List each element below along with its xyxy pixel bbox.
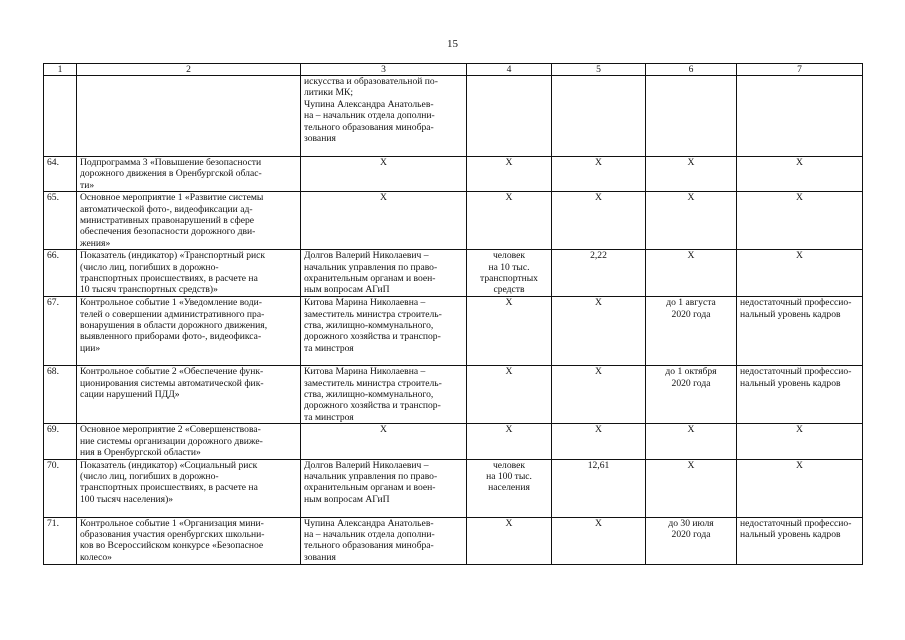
item-name-cell: Контрольное событие 2 «Обеспечение функ- ционирования системы автоматической фик- сации нарушений ПДД»	[77, 366, 301, 424]
value-cell: X	[552, 297, 646, 366]
responsible-cell: Чупина Александра Анатольев- на – начальник отдела дополни- тельного образования минобра- зования	[301, 517, 467, 564]
row-number-cell: 66.	[44, 250, 77, 297]
header-cell: 6	[646, 64, 737, 76]
unit-cell: X	[467, 366, 552, 424]
table-row	[44, 424, 863, 459]
item-name-cell: Контрольное событие 1 «Организация мини- образования участия оренбургских школьни- ков во Всероссийском конкурсе «Безопасное колесо»	[77, 517, 301, 564]
header-cell: 3	[301, 64, 467, 76]
unit-cell: X	[467, 297, 552, 366]
deadline-cell	[646, 76, 737, 157]
table-row	[44, 192, 863, 250]
deadline-cell: X	[646, 250, 737, 297]
risk-cell: недостаточный профессио- нальный уровень кадров	[737, 517, 863, 564]
value-cell	[552, 76, 646, 157]
risk-cell: X	[737, 157, 863, 192]
table-row	[44, 297, 863, 366]
item-name-cell: Основное мероприятие 1 «Развитие системы автоматической фото-, видеофиксации ад- министративных правонарушений в сфере обеспечения безопасности дорожного дви- жения»	[77, 192, 301, 250]
responsible-cell: X	[301, 192, 467, 250]
responsible-cell: Долгов Валерий Николаевич – начальник управления по право- охранительным органам и воен- ным вопросам АГиП	[301, 250, 467, 297]
value-cell: X	[552, 157, 646, 192]
responsible-cell: Долгов Валерий Николаевич – начальник управления по право- охранительным органам и воен- ным вопросам АГиП	[301, 459, 467, 517]
header-cell: 1	[44, 64, 77, 76]
responsible-cell: искусства и образовательной по- литики МК; Чупина Александра Анатольев- на – начальник отдела дополни- тельного образования минобра- зования	[301, 76, 467, 157]
row-number-cell: 64.	[44, 157, 77, 192]
row-number-cell: 71.	[44, 517, 77, 564]
risk-cell: X	[737, 192, 863, 250]
risk-cell: недостаточный профессио- нальный уровень кадров	[737, 297, 863, 366]
row-number-cell: 67.	[44, 297, 77, 366]
responsible-cell: Китова Марина Николаевна – заместитель министра строитель- ства, жилищно-коммунального, дорожного хозяйства и транспор- та минстроя	[301, 297, 467, 366]
deadline-cell: до 1 августа 2020 года	[646, 297, 737, 366]
risk-cell: X	[737, 459, 863, 517]
item-name-cell: Основное мероприятие 2 «Совершенствова- ние системы организации дорожного движе- ния в Оренбургской области»	[77, 424, 301, 459]
unit-cell: человек на 10 тыс. транспортных средств	[467, 250, 552, 297]
risk-cell	[737, 76, 863, 157]
risk-cell: X	[737, 424, 863, 459]
responsible-cell: X	[301, 157, 467, 192]
row-number-cell: 69.	[44, 424, 77, 459]
header-cell: 5	[552, 64, 646, 76]
unit-cell	[467, 76, 552, 157]
header-cell: 2	[77, 64, 301, 76]
item-name-cell: Показатель (индикатор) «Социальный риск (число лиц, погибших в дорожно- транспортных происшествиях, в расчете на 100 тысяч населения)»	[77, 459, 301, 517]
deadline-cell: X	[646, 459, 737, 517]
deadline-cell: X	[646, 157, 737, 192]
value-cell: X	[552, 517, 646, 564]
unit-cell: X	[467, 424, 552, 459]
item-name-cell: Подпрограмма 3 «Повышение безопасности дорожного движения в Оренбургской облас- ти»	[77, 157, 301, 192]
table-row	[44, 459, 863, 517]
table-row	[44, 366, 863, 424]
header-row	[44, 64, 863, 76]
value-cell: 12,61	[552, 459, 646, 517]
page-number: 15	[447, 38, 458, 50]
item-name-cell	[77, 76, 301, 157]
table-row	[44, 76, 863, 157]
row-number-cell: 65.	[44, 192, 77, 250]
responsible-cell: Китова Марина Николаевна – заместитель министра строитель- ства, жилищно-коммунального, дорожного хозяйства и транспор- та минстроя	[301, 366, 467, 424]
unit-cell: X	[467, 157, 552, 192]
unit-cell: X	[467, 517, 552, 564]
deadline-cell: до 30 июля 2020 года	[646, 517, 737, 564]
header-cell: 7	[737, 64, 863, 76]
row-number-cell: 70.	[44, 459, 77, 517]
value-cell: 2,22	[552, 250, 646, 297]
plan-table	[43, 63, 863, 565]
risk-cell: X	[737, 250, 863, 297]
item-name-cell: Показатель (индикатор) «Транспортный риск (число лиц, погибших в дорожно- транспортных происшествиях, в расчете на 10 тысяч транспортных средств)»	[77, 250, 301, 297]
unit-cell: X	[467, 192, 552, 250]
value-cell: X	[552, 424, 646, 459]
value-cell: X	[552, 192, 646, 250]
table-row	[44, 157, 863, 192]
risk-cell: недостаточный профессио- нальный уровень кадров	[737, 366, 863, 424]
table-row	[44, 250, 863, 297]
deadline-cell: X	[646, 424, 737, 459]
deadline-cell: X	[646, 192, 737, 250]
table-row	[44, 517, 863, 564]
row-number-cell: 68.	[44, 366, 77, 424]
deadline-cell: до 1 октября 2020 года	[646, 366, 737, 424]
item-name-cell: Контрольное событие 1 «Уведомление води- телей о совершении административного пра- вонарушения в области дорожного движения, выявленного приборами фото-, видеофикса- ции»	[77, 297, 301, 366]
value-cell: X	[552, 366, 646, 424]
row-number-cell	[44, 76, 77, 157]
responsible-cell: X	[301, 424, 467, 459]
unit-cell: человек на 100 тыс. населения	[467, 459, 552, 517]
header-cell: 4	[467, 64, 552, 76]
